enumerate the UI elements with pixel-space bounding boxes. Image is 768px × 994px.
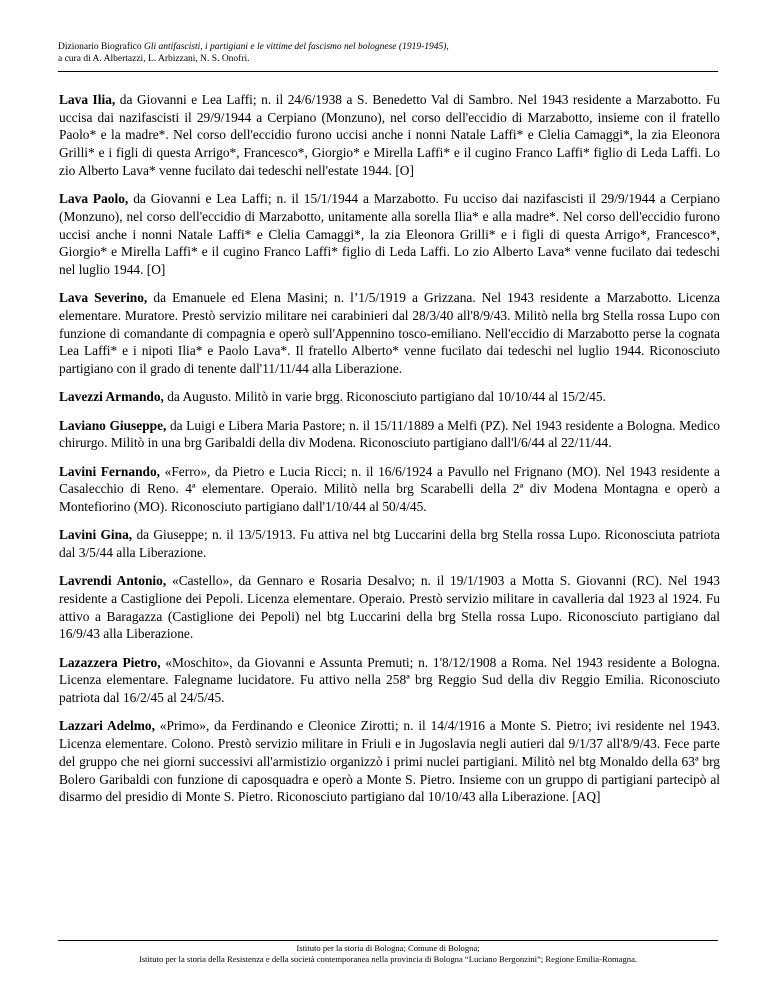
- footer-rule: [58, 940, 718, 941]
- entry-name: Laviano Giuseppe,: [59, 417, 167, 433]
- entry-name: Lazazzera Pietro,: [59, 654, 161, 670]
- entry-name: Lava Severino,: [59, 290, 148, 306]
- entry-text: da Emanuele ed Elena Masini; n. l’1/5/1919 a Grizzana. Nel 1943 residente a Marzabotto. Licenza elementare. Muratore. Prestò servizio militare nei carabinieri dal 28/3/40 all'8/9/43. Militò nella brg Stella rossa Lupo con funzione di comandante di compagnia e operò sull'Appennino tosco-emiliano. Nell'eccidio di Marzabotto perse la cognata Lea Laffi* e i nipoti Ilia* e Paolo Lava*. Il fratello Alberto* venne fucilato dai tedeschi nel luglio 1944. Riconosciuto partigiano con il grado di tenente dall'11/11/44 alla Liberazione.: [59, 290, 721, 377]
- entry-text: da Giuseppe; n. il 13/5/1913. Fu attiva nel btg Luccarini della brg Stella rossa Lupo. Riconosciuta patriota dal 3/5/44 alla Liberazione.: [59, 527, 720, 561]
- entry: [59, 388, 720, 406]
- entry-text: «Ferro», da Pietro e Lucia Ricci; n. il 16/6/1924 a Pavullo nel Frignano (MO). Nel 1943 residente a Casalecchio di Reno. 4ª elementare. Operaio. Militò nella brg Scarabelli della 2ª div Modena Montagna e operò a Montefiorino (MO). Riconosciuto partigiano dall'1/10/44 al 50/4/45.: [59, 463, 720, 515]
- entries-list: [59, 91, 720, 817]
- entry-text: da Giovanni e Lea Laffi; n. il 24/6/1938 a S. Benedetto Val di Sambro. Nel 1943 residente a Marzabotto. Fu uccisa dai nazifascisti il 29/9/1944 a Cerpiano (Monzuno), nel corso dell'eccidio di Marzabotto, insieme con il fratello Paolo* e la madre*. Nel corso dell'eccidio furono uccisi anche i nonni Natale Laffi* e Clelia Camaggi*, la zia Eleonora Grilli* e i figli di questa Arrigo*, Francesco*, Giorgio* e Mirella Laffi* e il cugino Franco Laffi* figlio di Leda Laffi. Lo zio Alberto Lava* venne fucilato dai tedeschi nell'estate 1944. [O]: [59, 92, 721, 178]
- entry: [59, 190, 720, 279]
- page-footer: [40, 943, 736, 965]
- entry-name: Lavrendi Antonio,: [59, 573, 167, 589]
- entry: [59, 417, 720, 452]
- header-suffix: ,: [446, 42, 449, 52]
- entry-text: da Luigi e Libera Maria Pastore; n. il 15/11/1889 a Melfi (PZ). Nel 1943 residente a Bologna. Medico chirurgo. Militò in una brg Garibaldi della div Modena. Riconosciuto partigiano dall'l/6/44 al 22/11/44.: [59, 417, 721, 451]
- entry-name: Lava Ilia,: [59, 92, 116, 107]
- footer-line-1: Istituto per la storia di Bologna; Comune di Bologna;: [296, 943, 480, 953]
- entry-text: «Moschito», da Giovanni e Assunta Premuti; n. 1'8/12/1908 a Roma. Nel 1943 residente a Bologna. Licenza elementare. Falegname lucidatore. Fu attivo nella 258ª brg Reggio Sud della div Reggio Emilia. Riconosciuto patriota dal 16/2/45 al 24/5/45.: [59, 654, 720, 706]
- entry-name: Lavezzi Armando,: [59, 389, 164, 405]
- entry-name: Lavini Fernando,: [59, 463, 161, 479]
- entry: [59, 572, 720, 643]
- entry: [59, 289, 720, 378]
- entry-name: Lavini Gina,: [59, 527, 133, 543]
- entry-name: Lazzari Adelmo,: [59, 718, 155, 734]
- footer-line-2: Istituto per la storia della Resistenza e della società contemporanea nella provincia di Bologna “Luciano Bergonzini”; Regione Emilia-Romagna.: [138, 954, 638, 964]
- header-line-1: [58, 41, 718, 53]
- entry: [59, 91, 720, 180]
- header-title: Gli antifascisti, i partigiani e le vittime del fascismo nel bolognese (1919-1945): [144, 42, 447, 52]
- header-line-2: a cura di A. Albertazzi, L. Arbizzani, N. S. Onofri.: [58, 54, 250, 64]
- entry: [59, 463, 720, 516]
- header-prefix: Dizionario Biografico: [58, 42, 145, 52]
- entry-text: «Castello», da Gennaro e Rosaria Desalvo; n. il 19/1/1903 a Motta S. Giovanni (RC). Nel 1943 residente a Castiglione dei Pepoli. Licenza elementare. Operaio. Prestò servizio militare in cavalleria dal 1923 al 1924. Fu attivo a Baragazza (Castiglione dei Pepoli) nel btg Luccarini della brg Stella rossa Lupo. Riconosciuto partigiano dal 16/9/43 alla Liberazione.: [59, 573, 720, 642]
- entry-text: «Primo», da Ferdinando e Cleonice Zirotti; n. il 14/4/1916 a Monte S. Pietro; ivi residente nel 1943. Licenza elementare. Colono. Prestò servizio militare in Friuli e in Jugoslavia negli autieri dal 9/1/37 all'8/9/43. Fece parte del gruppo che nei giorni successivi all'armistizio organizzò i primi nuclei partigiani. Militò nel btg Monaldo della 63ª brg Bolero Garibaldi con funzione di caposquadra e operò a Monte S. Pietro. Insieme con un gruppo di partigiani partecipò al disarmo del presidio di Monte S. Pietro. Riconosciuto partigiano dal 10/10/43 alla Liberazione. [AQ]: [59, 718, 721, 805]
- entry-text: da Giovanni e Lea Laffi; n. il 15/1/1944 a Marzabotto. Fu ucciso dai nazifascisti il 29/9/1944 a Cerpiano (Monzuno), nel corso dell'eccidio di Marzabotto, unitamente alla sorella Ilia* e alla madre*. Nel corso dell'eccidio furono uccisi anche i nonni Natale Laffi* e Clelia Camaggi*, la zia Eleonora Grilli* e i figli di questa Arrigo*, Francesco*, Giorgio* e Mirella Laffi* e il cugino Franco Laffi* figlio di Leda Laffi. Lo zio Alberto Lava* venne fucilato dai tedeschi nel luglio 1944. [O]: [59, 191, 720, 277]
- page-header: [58, 41, 718, 65]
- entry: [59, 654, 720, 707]
- header-rule: [58, 71, 718, 72]
- entry: [59, 717, 720, 806]
- entry: [59, 526, 720, 561]
- entry-name: Lava Paolo,: [59, 191, 129, 207]
- entry-text: da Augusto. Militò in varie brgg. Riconosciuto partigiano dal 10/10/44 al 15/2/45.: [163, 389, 606, 405]
